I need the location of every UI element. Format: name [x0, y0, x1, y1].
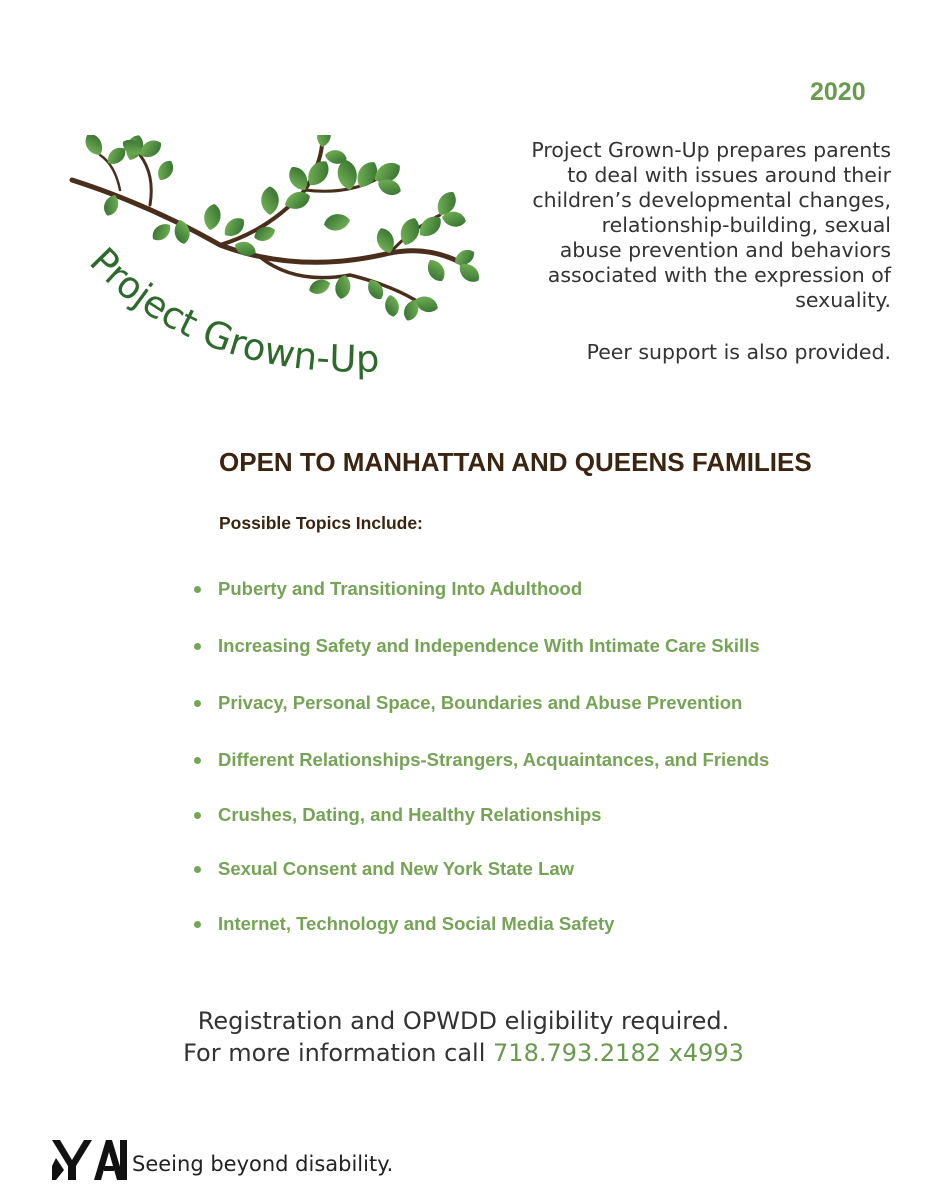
yai-logo	[50, 1136, 128, 1184]
topic-label: Puberty and Transitioning Into Adulthood	[218, 578, 583, 599]
contact-line	[0, 1039, 927, 1067]
intro-line: Project Grown-Up prepares parents	[531, 138, 891, 162]
topic-label: Privacy, Personal Space, Boundaries and Abuse Prevention	[218, 692, 743, 713]
topics-heading: Possible Topics Include:	[219, 513, 423, 533]
registration-text: Registration and OPWDD eligibility required.	[197, 1007, 730, 1035]
intro-line: to deal with issues around their	[567, 163, 891, 187]
topic-label: Crushes, Dating, and Healthy Relationships	[218, 804, 602, 825]
topic-label: Sexual Consent and New York State Law	[218, 858, 575, 879]
year-label: 2020	[810, 78, 866, 106]
intro-line: sexuality.	[795, 288, 891, 312]
list-item	[190, 576, 582, 602]
list-item	[190, 802, 601, 828]
peer-support-text: Peer support is also provided.	[586, 340, 891, 364]
info-prefix: For more information call	[183, 1039, 486, 1067]
bullet-icon	[194, 643, 201, 650]
project-grown-up-logo	[60, 135, 490, 395]
bullet-icon	[194, 866, 201, 873]
intro-paragraph	[500, 138, 891, 313]
phone-number: 718.793.2182 x4993	[493, 1039, 744, 1067]
headline: OPEN TO MANHATTAN AND QUEENS FAMILIES	[219, 447, 812, 477]
list-item	[190, 747, 769, 773]
bullet-icon	[194, 921, 201, 928]
list-item	[190, 856, 574, 882]
intro-line: children’s developmental changes,	[532, 188, 891, 212]
topic-label: Different Relationships-Strangers, Acquaintances, and Friends	[218, 749, 770, 770]
list-item	[190, 633, 760, 659]
intro-line: associated with the expression of	[547, 263, 891, 287]
topic-label: Increasing Safety and Independence With Intimate Care Skills	[218, 635, 760, 656]
bullet-icon	[194, 700, 201, 707]
list-item	[190, 690, 742, 716]
bullet-icon	[194, 812, 201, 819]
intro-line: relationship-building, sexual	[601, 213, 891, 237]
bullet-icon	[194, 757, 201, 764]
tagline: Seeing beyond disability.	[132, 1152, 394, 1176]
bullet-icon	[194, 586, 201, 593]
list-item	[190, 911, 614, 937]
topic-label: Internet, Technology and Social Media Safety	[218, 913, 615, 934]
logo-title-text: Project Grown-Up	[81, 239, 380, 381]
intro-line: abuse prevention and behaviors	[559, 238, 891, 262]
